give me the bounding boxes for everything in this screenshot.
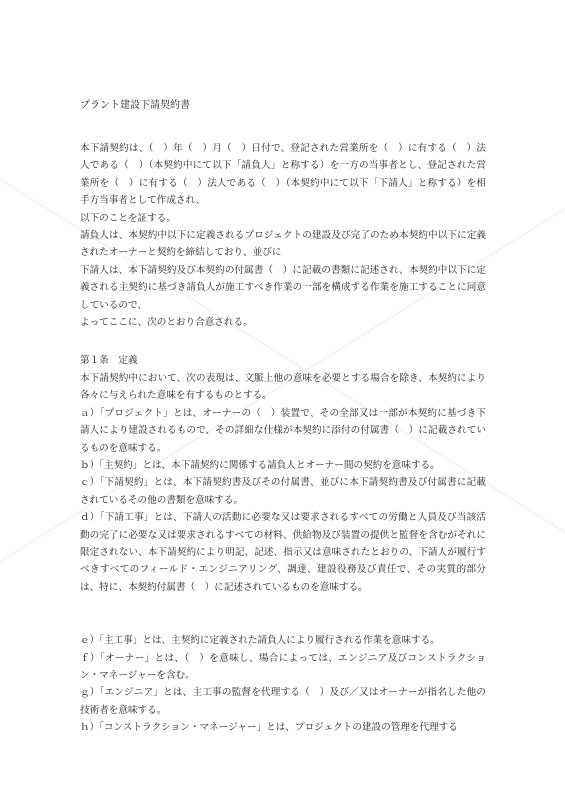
preamble-paragraph: 請負人は、本契約中以下に定義されるプロジェクトの建設及び完了のため本契約中以下に定義されたオーナーと契約を締結しており、並びに: [80, 230, 486, 259]
document-title: プラント建設下請契約書: [80, 100, 190, 111]
preamble-paragraph: 本下請契約は、（ ）年（ ）月（ ）日付で、登記された営業所を（ ）に有する（ ）法人である（ ）（本契約中にて以下「請負人」と称する）を一方の当事者とし、登記された営業所を（ ）に有する（ ）法人である（ ）（本契約中にて以下「下請人」と称する）を相手方当事者として作成され、: [80, 143, 486, 207]
definition-item: ｅ）「主工事」とは、主契約に定義された請負人により履行される作業を意味する。: [80, 635, 440, 647]
preamble-paragraph: 下請人は、本下請契約及び本契約の付属書（ ）に記載の書類に記述され、本契約中以下に定義される主契約に基づき請負人が施工すべき作業の一部を構成する作業を施工することに同意しているので、: [80, 264, 486, 311]
definition-item: ｃ）「下請契約」とは、本下請契約書及びその付属書、並びに本下請契約書及び付属書に記載されているその他の書類を意味する。: [80, 477, 486, 506]
article-body: [80, 370, 486, 596]
definition-item: ｈ）「コンストラクション・マネージャー」とは、プロジェクトの建設の管理を代理する: [80, 722, 458, 734]
preamble: [80, 140, 486, 331]
definition-paragraph: 本下請契約中において、次の表現は、文脈上他の意味を必要とする場合を除き、本契約により各々に与えられた意味を有するものとする。: [80, 372, 486, 402]
definition-item: ｆ）「オーナー」とは、（ ）を意味し、場合によっては、エンジニア及びコンストラクション・マネージャーを含む。: [80, 652, 486, 681]
definition-item: ｂ）「主契約」とは、本下請契約に関係する請負人とオーナー間の契約を意味する。: [80, 459, 440, 471]
definition-item: ｄ）「下請工事」とは、下請人の活動に必要な又は要求されるすべての労働と人員及び当該活動の完了に必要な又は要求されるすべての材料、供給物及び装置の提供と監督を含むがそれに限定されない、本下請契約により明記、記述、指示又は意味されたとおりの、下請人が履行すべきすべてのフィールド・エンジニアリング、調達、建設役務及び責任で、その実質的部分は、特に、本契約付属書（ ）に記述されているものを意味する。: [80, 512, 486, 593]
definition-item: ａ）「プロジェクト」とは、オーナーの（ ）装置で、その全部又は一部が本契約に基づき下請人により建設されるもので、その詳細な仕様が本契約に添付の付属書（ ）に記載されているものを意味する。: [80, 407, 486, 454]
article-body-continued: [80, 632, 486, 736]
article-heading: 第１条 定義: [80, 355, 138, 367]
document-body: [80, 98, 486, 737]
section-spacer: [80, 596, 486, 632]
preamble-paragraph: 以下のことを証する。: [80, 212, 176, 224]
preamble-paragraph: よってここに、次のとおり合意される。: [80, 317, 253, 329]
definition-item: ｇ）「エンジニア」とは、主工事の監督を代理する（ ）及び／又はオーナーが指名した他の技術者を意味する。: [80, 687, 486, 716]
